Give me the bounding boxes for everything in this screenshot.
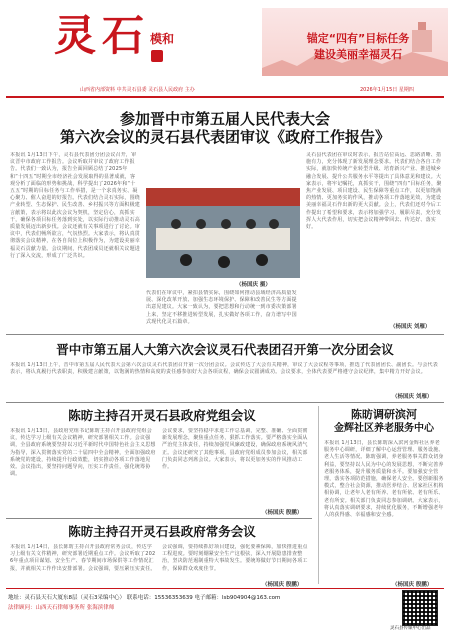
banner-line-2: 建设美丽幸福灵石 <box>314 48 402 61</box>
right-headline-1: 陈昉调研滨河 <box>351 408 417 421</box>
third-body-column-2: 会议要求，要坚持稳中求进工作总基调，完整、准确、全面贯彻新发展理念，聚焦重点任务，狠抓工作落实。要严格落实全面从严治党主体责任，持续加强党风廉政建设，确保政府系统风清气正。会议还研究了其他事项。县政府党组成员参加会议，相关部门负责同志列席会议。大家表示，将以更加务实的作风推动工作。 <box>162 428 308 471</box>
right-headline-2: 金辉社区养老服务中心 <box>334 423 434 434</box>
masthead-title: 灵石 <box>54 11 151 60</box>
masthead-subtitle: 模和 <box>150 32 175 46</box>
section-divider-3 <box>6 518 312 519</box>
banner-line-1: 锚定“四有”目标任务 <box>306 32 410 45</box>
section-divider-2 <box>6 402 444 403</box>
second-body: 本报讯 1月13日上午，晋中市第五届人民代表大会第六次会议灵石代表团召开第一次分团会议。会议传达了大会有关精神，审议了大会议程等事项，推选了代表团团长、副团长。与会代表表示，将认真履行代表职责，积极建言献策，以饱满的热情和高度的责任感参加好大会各项议程，确保会议圆满成功。会议要求，全体代表要严格遵守会议纪律，集中精力开好会议。 <box>10 362 438 376</box>
fourth-body-column-1: 本报讯 1月14日，县长陈昉主持召开县政府常务会议，传达学习上级有关文件精神，研究部署近期重点工作。会议听取了2026年重点项目谋划、安全生产、春节期间市场保供等工作情况汇报，并就相关工作作出安排部署。会议强调，要压紧压实责任。 <box>10 544 156 572</box>
right-byline: （杨国庆 殷鹏） <box>392 582 433 588</box>
third-byline: （杨国庆 殷鹏） <box>262 510 303 516</box>
fourth-body-column-2: 会议强调，要持续抓好项目建设，强化要素保障，加快推进重点工程进度。要时刻绷紧安全生产这根弦，深入开展隐患排查整治，坚决防范遏制重特大事故发生。要统筹做好节日期间各项工作，保障群众欢度佳节。 <box>162 544 308 572</box>
third-body-column-1: 本报讯 1月13日，县政府党组书记陈昉主持召开县政府党组会议，传达学习上级有关会议精神，研究部署相关工作。会议强调，全县政府系统要坚持以习近平新时代中国特色社会主义思想为指导，深入贯彻落实党的二十届四中全会精神，全面加强政府系统党的建设，持续提升行政效能，切实推动各项工作落地见效。会议指出，要坚持问题导向，压实工作责任，强化统筹协调。 <box>10 428 156 478</box>
lead-headline-1: 参加晋中市第五届人民代表大会 <box>119 110 330 128</box>
column-divider <box>318 406 319 584</box>
right-body: 本报讯 1月13日，县长陈昉深入滨河金辉社区养老服务中心调研，详细了解中心运营管理、服务设施、老人生活等情况。陈昉强调，养老服务事关群众切身利益，要坚持以人民为中心的发展思想，不断完善养老服务体系，提升服务质量和水平。要加强安全管理，落实各项防范措施，确保老人安全。要创新服务模式，整合社会资源，推动医养结合、居家社区机构相协调，让老年人老有所养、老有所依、老有所乐、老有所安。相关部门负责同志参加调研。大家表示，将认真落实调研要求，持续优化服务，不断增强老年人的获得感、幸福感和安全感。 <box>324 440 444 519</box>
lead-byline: （杨国庆 刘雁） <box>390 324 431 330</box>
lead-headline-2: 第六次会议的灵石县代表团审议《政府工作报告》 <box>59 128 390 146</box>
footer-rule <box>6 588 444 589</box>
lead-body-column-3: 灵石县代表团在审议时表示，报告站位高远、思路清晰、措施有力，充分体现了新发展理念要求。代表们结合各自工作实际，就加快传统产业转型升级、培育新兴产业、推进城乡融合发展、提升公共服务水平等提出了具体意见和建议。大家表示，将牢记嘱托，真抓实干，围绕“四有”目标任务，聚焦产业发展、项目建设、民生保障等重点工作，以更加饱满的热情、更加务实的作风，推动各项工作落地见效，为建设美丽幸福灵石作出新的更大贡献。会上，代表们还对今后工作提出了希望和要求，表示将加强学习、履职尽责，充分发挥人大代表作用，切实把会议精神带回去、传达好、落实好。 <box>306 152 442 231</box>
qr-caption: 灵石县传媒中心出品 <box>390 626 431 631</box>
issuer-line: 山西省内部资料 中共灵石县委 灵石县人民政府 主办 <box>80 87 195 93</box>
fourth-byline: （杨国庆 殷鹏） <box>262 582 303 588</box>
lead-body-column-2: 代表们在审议中，紧扣县情实际，围绕如何推动县域经济高质量发展、深化改革开放、加强生态环境保护、保障和改善民生等方面提出意见建议。大家一致认为，要把思想和行动统一到市委决策部署上来，坚定不移推进转型发展，扎实做好各项工作，奋力谱写中国式现代化灵石篇章。 <box>146 290 297 325</box>
second-headline: 晋中市第五届人大第六次会议灵石代表团召开第一次分团会议 <box>56 342 394 357</box>
masthead-rule <box>6 96 444 98</box>
second-byline: （杨国庆 刘雁） <box>392 394 433 400</box>
third-headline: 陈昉主持召开灵石县政府党组会议 <box>68 408 256 423</box>
meeting-scene-graphic <box>146 188 300 278</box>
fourth-headline: 陈昉主持召开灵石县政府常务会议 <box>68 524 256 539</box>
seal-icon <box>151 50 163 62</box>
meeting-photo <box>146 188 300 278</box>
footer-line-2: 法律顾问：山西天石律师事务所 张海滨律师 <box>8 605 115 611</box>
photo-credit: （杨国庆 摄） <box>236 282 271 288</box>
qr-code-icon[interactable] <box>402 590 438 626</box>
lead-body-column-1: 本报讯 1月13日下午，灵石县代表团分团会议召开，审议晋中市政府工作报告。会议听取并审议了政府工作报告。代表们一致认为，报告全面回顾总结了2025年和“十四五”时期全市经济社会发展取得的显著成就，客观分析了面临的形势和挑战，科学提出了2026年和“十五五”时期的目标任务与工作举措，是一个求真务实、凝心聚力、催人奋进的好报告。代表们结合灵石实际，围绕产业转型、生态保护、民生改善、乡村振兴等方面积极建言献策，表示将以此次会议为契机，坚定信心，真抓实干，确保各项目标任务落到实处，以实际行动推动灵石高质量发展迈出新步伐。会议还就有关事项进行了讨论。审议中，代表们畅所欲言，气氛热烈。大家表示，将认真贯彻落实会议精神，在各自岗位上积极作为，为建设美丽幸福灵石贡献力量。会议期间，代表团成员还就相关议题进行了深入交流，形成了广泛共识。 <box>10 152 140 259</box>
footer-line-1: 地址：灵石县天石大厦东8层（灵石3采编中心） 联系电话：15536353639 电子邮箱：lsb904904@163.com <box>8 595 281 601</box>
section-divider-1 <box>6 334 444 335</box>
date-line: 2026年1月15日 星期四 <box>360 87 414 93</box>
